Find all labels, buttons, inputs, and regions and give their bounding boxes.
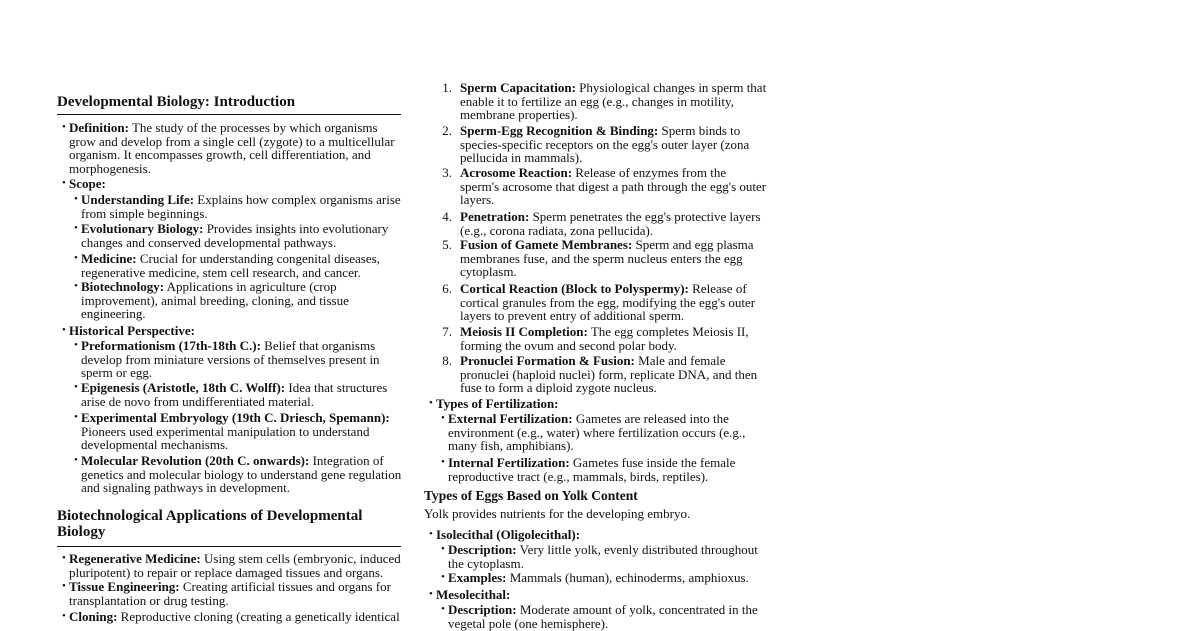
- bullet-dot: •: [429, 528, 433, 540]
- bullet-dot: •: [429, 397, 433, 409]
- bullet-dot: •: [62, 121, 66, 133]
- item-line: fuse to form a diploid zygote nucleus.: [460, 380, 657, 395]
- bullet-dot: •: [74, 252, 78, 264]
- item-line: Biotechnology: Applications in agriculture (crop: [81, 279, 337, 294]
- item-line: sperm or egg.: [81, 365, 153, 380]
- bullet-dot: •: [74, 280, 78, 292]
- bullet-dot: •: [74, 193, 78, 205]
- item-line: engineering.: [81, 306, 146, 321]
- item-label: Isolecithal (Oligolecithal):: [436, 527, 581, 542]
- bullet-dot: •: [429, 588, 433, 600]
- item-line: Definition: The study of the processes by which organisms: [69, 120, 378, 135]
- item-line: Internal Fertilization: Gametes fuse inside the female: [448, 455, 736, 470]
- bullet-dot: •: [74, 381, 78, 393]
- bullet-dot: •: [441, 603, 445, 615]
- item-label: Definition:: [69, 120, 129, 135]
- item-line: vegetal pole (one hemisphere).: [448, 615, 609, 631]
- item-line: Meiosis II Completion: The egg completes Meiosis II,: [460, 324, 749, 339]
- item-line: Cortical Reaction (Block to Polyspermy): Release of: [460, 281, 747, 296]
- item-label: Acrosome Reaction:: [460, 165, 573, 180]
- heading-rule: [57, 114, 401, 115]
- item-label: External Fertilization:: [448, 411, 573, 426]
- step-number: 6.: [442, 281, 452, 296]
- item-label: Description:: [448, 602, 517, 617]
- heading-rule: [57, 546, 401, 547]
- item-label: Scope:: [69, 176, 106, 191]
- item-line: Description: Very little yolk, evenly distributed throughout: [448, 542, 758, 557]
- step-number: 1.: [442, 80, 452, 95]
- item-label: Fusion of Gamete Membranes:: [460, 237, 633, 252]
- section-heading: Developmental Biology: Introduction: [57, 94, 296, 110]
- item-line: enable it to fertilize an egg (e.g., changes in motility,: [460, 93, 734, 109]
- bullet-dot: •: [62, 177, 66, 189]
- item-line: species-specific receptors on the egg's outer layer (zona: [460, 136, 750, 152]
- item-line: sperm's acrosome that digest a path through the egg's outer: [460, 178, 767, 194]
- item-line: Cloning: Reproductive cloning (creating a genetically identical: [69, 609, 400, 624]
- eggs-heading: Types of Eggs Based on Yolk Content: [424, 488, 638, 503]
- item-line: and signaling pathways in development.: [81, 480, 291, 495]
- bullet-dot: •: [74, 339, 78, 351]
- item-line: membranes fuse, and the sperm nucleus enters the egg: [460, 250, 743, 266]
- item-line: [436, 588, 510, 602]
- item-label: Internal Fertilization:: [448, 455, 570, 470]
- item-label: Cloning:: [69, 609, 118, 624]
- item-line: Evolutionary Biology: Provides insights into evolutionary: [81, 221, 389, 236]
- item-line: layers to prevent entry of additional sperm.: [460, 308, 685, 323]
- item-label: Examples:: [448, 570, 507, 585]
- item-label: Biotechnology:: [81, 279, 165, 294]
- item-line: [69, 177, 106, 191]
- item-label: Pronuclei Formation & Fusion:: [460, 353, 635, 368]
- bullet-dot: •: [62, 610, 66, 622]
- item-line: transplantation or drug testing.: [69, 592, 229, 608]
- item-label: Cortical Reaction (Block to Polyspermy):: [460, 281, 689, 296]
- item-line: genetics and molecular biology to understand gene regulation: [81, 466, 402, 482]
- item-line: Epigenesis (Aristotle, 18th C. Wolff): Idea that structures: [81, 380, 388, 395]
- item-line: [69, 324, 195, 338]
- bullet-dot: •: [62, 324, 66, 336]
- item-line: [81, 411, 390, 425]
- step-number: 7.: [442, 324, 452, 339]
- item-label: Molecular Revolution (20th C. onwards):: [81, 453, 310, 468]
- section-heading: Biotechnological Applications of Developmental: [57, 508, 363, 524]
- item-line: Regenerative Medicine: Using stem cells (embryonic, induced: [69, 551, 401, 566]
- item-label: Medicine:: [81, 251, 137, 266]
- item-label: Tissue Engineering:: [69, 579, 180, 594]
- item-line: Molecular Revolution (20th C. onwards): Integration of: [81, 453, 384, 468]
- eggs-intro: Yolk provides nutrients for the developing embryo.: [424, 506, 691, 521]
- item-label: Experimental Embryology (19th C. Driesch, Spemann):: [81, 410, 390, 425]
- item-line: improvement), animal breeding, cloning, and tissue: [81, 292, 349, 308]
- step-number: 3.: [442, 165, 452, 180]
- step-number: 5.: [442, 237, 452, 252]
- bullet-dot: •: [441, 456, 445, 468]
- item-line: cortical granules from the egg, modifying the egg's outer: [460, 294, 756, 310]
- item-line: layers.: [460, 192, 495, 207]
- item-line: cytoplasm.: [460, 264, 517, 279]
- item-line: from simple beginnings.: [81, 205, 208, 221]
- item-label: Sperm Capacitation:: [460, 80, 576, 95]
- item-line: Examples: Mammals (human), echinoderms, amphioxus.: [448, 570, 749, 585]
- item-label: Meiosis II Completion:: [460, 324, 588, 339]
- item-line: the cytoplasm.: [448, 555, 524, 571]
- item-label: Preformationism (17th-18th C.):: [81, 338, 261, 353]
- bullet-dot: •: [74, 222, 78, 234]
- item-label: Types of Fertilization:: [436, 396, 559, 411]
- item-line: regenerative medicine, stem cell research, and cancer.: [81, 264, 361, 280]
- item-line: Pioneers used experimental manipulation to understand: [81, 423, 370, 439]
- item-line: [436, 397, 559, 411]
- item-line: Medicine: Crucial for understanding congenital diseases,: [81, 251, 380, 266]
- item-line: Description: Moderate amount of yolk, concentrated in the: [448, 602, 758, 617]
- item-label: Regenerative Medicine:: [69, 551, 201, 566]
- section-heading: Biology: [57, 524, 106, 540]
- item-line: developmental mechanisms.: [81, 437, 229, 452]
- item-line: reproductive tract (e.g., mammals, birds, reptiles).: [448, 468, 709, 484]
- item-line: pellucida in mammals).: [460, 150, 583, 165]
- item-label: Mesolecithal:: [436, 587, 511, 602]
- item-line: (e.g., corona radiata, zona pellucida).: [460, 222, 654, 238]
- item-line: [436, 528, 580, 542]
- bullet-dot: •: [441, 412, 445, 424]
- item-line: environment (e.g., water) where fertilization occurs (e.g.,: [448, 424, 746, 440]
- item-line: Understanding Life: Explains how complex organisms arise: [81, 192, 401, 207]
- item-line: membrane properties).: [460, 107, 578, 122]
- item-label: Understanding Life:: [81, 192, 195, 207]
- bullet-dot: •: [74, 411, 78, 423]
- step-number: 2.: [442, 123, 452, 138]
- item-line: many fish, amphibians).: [448, 438, 574, 453]
- item-line: Pronuclei Formation & Fusion: Male and female: [460, 353, 726, 368]
- item-label: Description:: [448, 542, 517, 557]
- item-label: Evolutionary Biology:: [81, 221, 204, 236]
- item-line: Penetration: Sperm penetrates the egg's protective layers: [460, 209, 761, 224]
- item-line: develop from miniature versions of themselves present in: [81, 351, 380, 367]
- item-line: Fusion of Gamete Membranes: Sperm and egg plasma: [460, 237, 754, 252]
- bullet-dot: •: [62, 552, 66, 564]
- item-label: Epigenesis (Aristotle, 18th C. Wolff):: [81, 380, 286, 395]
- item-line: grow and develop from a single cell (zygote) to a multicellular: [69, 133, 395, 149]
- item-line: Sperm Capacitation: Physiological changes in sperm that: [460, 80, 767, 95]
- item-line: morphogenesis.: [69, 160, 151, 176]
- bullet-dot: •: [441, 543, 445, 555]
- item-line: Tissue Engineering: Creating artificial tissues and organs for: [69, 579, 391, 594]
- item-line: forming the ovum and second polar body.: [460, 337, 677, 353]
- item-line: Acrosome Reaction: Release of enzymes from the: [460, 165, 727, 180]
- item-label: Sperm-Egg Recognition & Binding:: [460, 123, 659, 138]
- step-number: 4.: [442, 209, 452, 224]
- bullet-dot: •: [441, 571, 445, 583]
- step-number: 8.: [442, 353, 452, 368]
- item-label: Penetration:: [460, 209, 530, 224]
- item-line: organism. It encompasses growth, cell differentiation, and: [69, 147, 371, 162]
- item-line: changes and conserved developmental pathways.: [81, 234, 337, 250]
- item-line: arise de novo from undifferentiated material.: [81, 393, 314, 409]
- item-label: Historical Perspective:: [69, 323, 195, 338]
- bullet-dot: •: [62, 580, 66, 592]
- item-line: External Fertilization: Gametes are released into the: [448, 411, 729, 426]
- bullet-dot: •: [74, 454, 78, 466]
- item-line: pluripotent) to repair or replace damaged tissues and organs.: [69, 564, 384, 580]
- item-line: pronuclei (haploid nuclei) form, replicate DNA, and then: [460, 366, 758, 382]
- item-line: Sperm-Egg Recognition & Binding: Sperm binds to: [460, 123, 741, 138]
- item-line: Preformationism (17th-18th C.): Belief that organisms: [81, 338, 376, 353]
